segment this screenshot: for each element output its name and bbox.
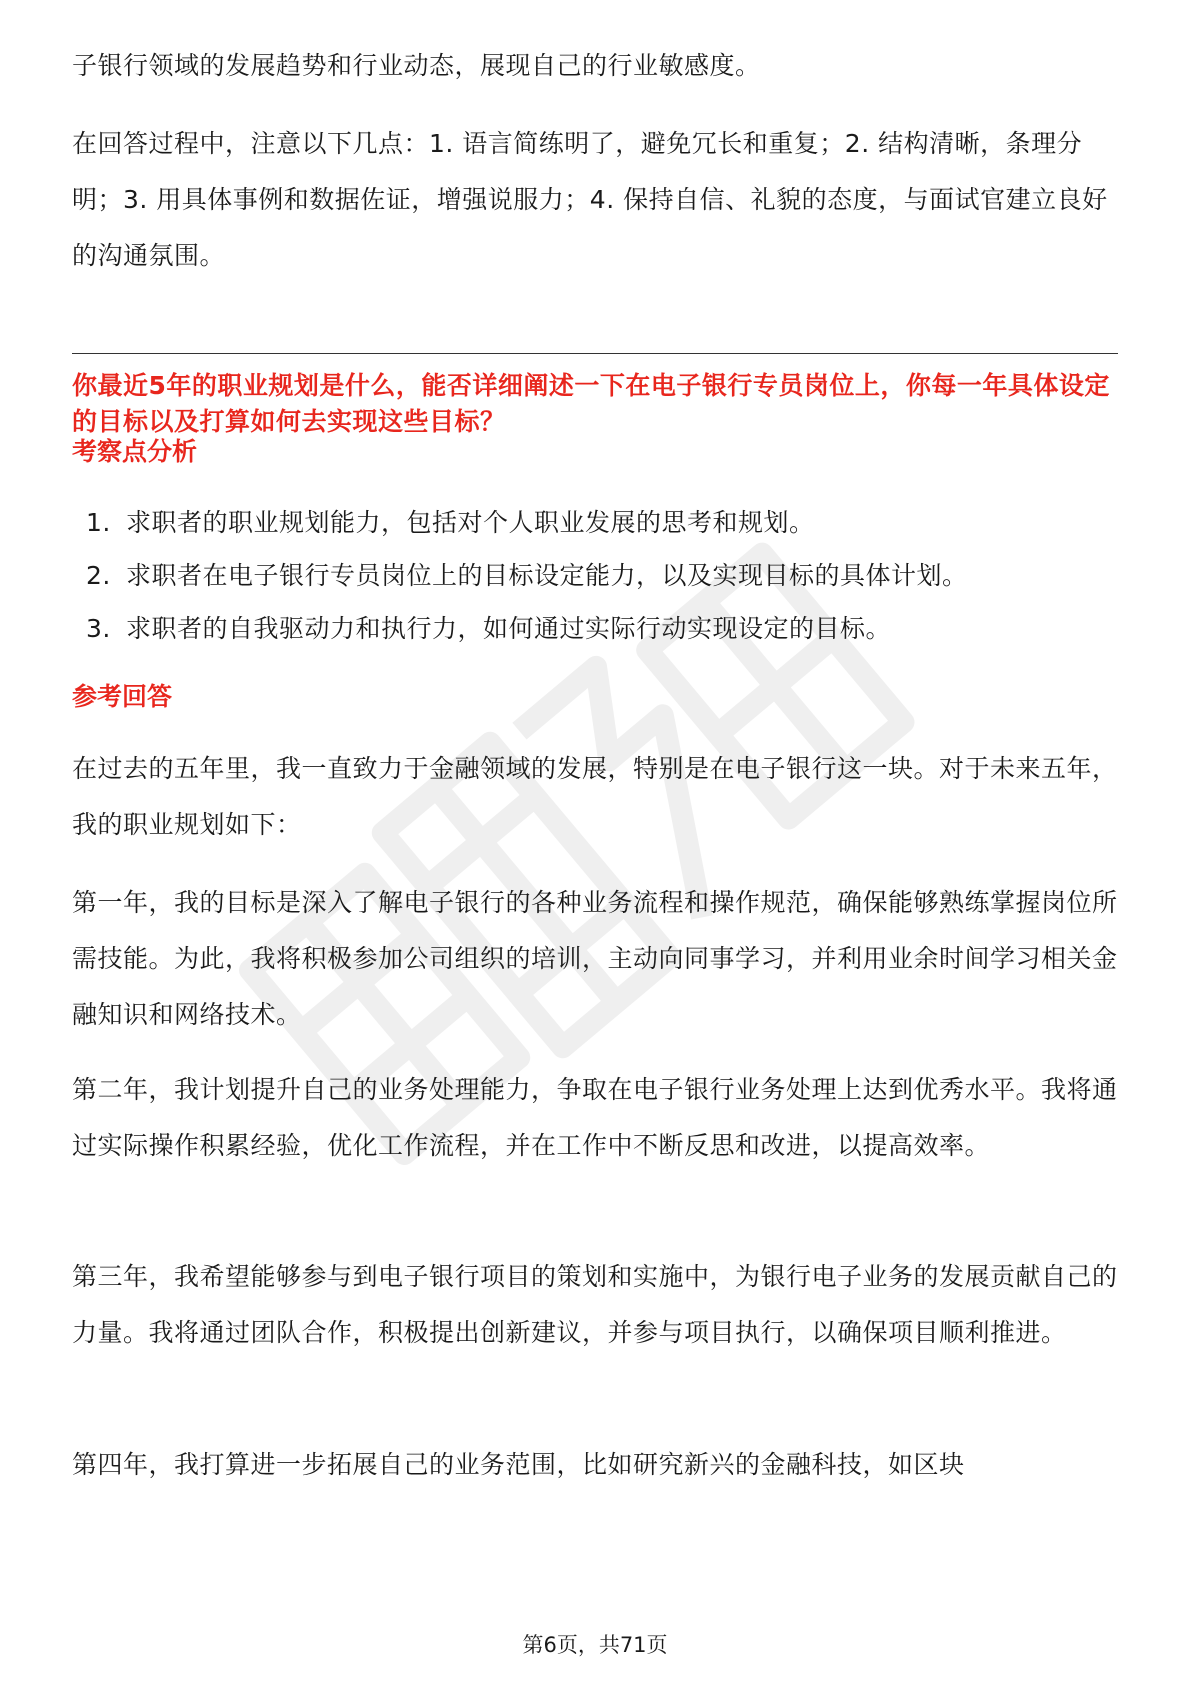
- document-page: [72, 0, 1118, 1684]
- reference-paragraph: 第三年，我希望能够参与到电子银行项目的策划和实施中，为银行电子业务的发展贡献自己的力量。我将通过团队合作，积极提出创新建议，并参与项目执行，以确保项目顺利推进。: [72, 1262, 1118, 1347]
- analysis-point-number: 1.: [86, 508, 111, 537]
- analysis-point: [86, 505, 1116, 541]
- analysis-point: [86, 611, 1116, 647]
- analysis-point-text: 求职者的职业规划能力，包括对个人职业发展的思考和规划。: [126, 508, 815, 537]
- analysis-point-text: 求职者的自我驱动力和执行力，如何通过实际行动实现设定的目标。: [126, 614, 892, 643]
- analysis-point-number: 3.: [86, 614, 111, 643]
- section-divider: [72, 353, 1118, 354]
- analysis-point-number: 2.: [86, 561, 111, 590]
- reference-paragraph: 第四年，我打算进一步拓展自己的业务范围，比如研究新兴的金融科技，如区块: [72, 1450, 965, 1479]
- reference-paragraph: 第二年，我计划提升自己的业务处理能力，争取在电子银行业务处理上达到优秀水平。我将通过实际操作积累经验，优化工作流程，并在工作中不断反思和改进，以提高效率。: [72, 1075, 1118, 1160]
- answer-tips-paragraph: 在回答过程中，注意以下几点：1. 语言简练明了，避免冗长和重复；2. 结构清晰，条理分明；3. 用具体事例和数据佐证，增强说服力；4. 保持自信、礼貌的态度，与面试官建立良好的沟通氛围。: [72, 129, 1108, 270]
- page-footer: 第6页，共71页: [522, 1633, 668, 1657]
- interview-question: 你最近5年的职业规划是什么，能否详细阐述一下在电子银行专员岗位上，你每一年具体设定的目标以及打算如何去实现这些目标？: [72, 371, 1110, 436]
- intro-continuation: 子银行领域的发展趋势和行业动态，展现自己的行业敏感度。: [72, 51, 761, 80]
- reference-paragraph: 在过去的五年里，我一直致力于金融领域的发展，特别是在电子银行这一块。对于未来五年，我的职业规划如下：: [72, 754, 1118, 839]
- analysis-point: [86, 558, 1116, 594]
- reference-title: 参考回答: [72, 682, 173, 711]
- analysis-point-text: 求职者在电子银行专员岗位上的目标设定能力，以及实现目标的具体计划。: [126, 561, 968, 590]
- analysis-title: 考察点分析: [72, 437, 198, 466]
- reference-paragraph: 第一年，我的目标是深入了解电子银行的各种业务流程和操作规范，确保能够熟练掌握岗位所需技能。为此，我将积极参加公司组织的培训，主动向同事学习，并利用业余时间学习相关金融知识和网络技术。: [72, 888, 1118, 1029]
